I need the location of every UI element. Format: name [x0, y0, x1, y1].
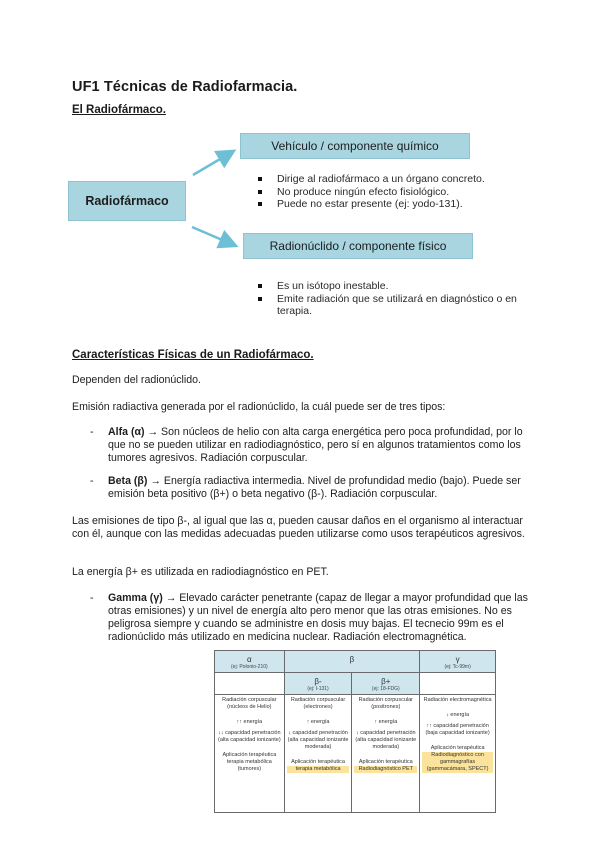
bullet-item: No produce ningún efecto fisiológico. — [255, 186, 545, 199]
header-gamma: γ (ej: Tc-99m) — [420, 651, 496, 673]
radiofarmaco-box: Radiofármaco — [68, 181, 186, 221]
energy-indicator: ↑ energía — [374, 719, 398, 725]
paragraph: Dependen del radionúclido. — [72, 374, 201, 386]
energy-indicator: ↑ energía — [306, 719, 330, 725]
bullet-item: Emite radiación que se utilizará en diagnóstico o en terapia. — [255, 293, 530, 318]
table-cell-beta-plus: Radiación corpuscular (positrones) ↑ energía ↓ capacidad penetración (alta capacidad ionizante moderada) Aplicación terapéutica Radiodiagnóstico PET — [352, 695, 420, 813]
diagram-arrows — [0, 0, 600, 320]
arrow-up-icon — [193, 152, 232, 175]
table-row — [215, 695, 496, 813]
energy-indicator: ↑↑ energía — [236, 719, 263, 725]
paragraph: La energía β+ es utilizada en radiodiagnóstico en PET. — [72, 566, 329, 578]
arrow-down-icon — [192, 227, 234, 245]
list-item-beta — [72, 475, 532, 501]
paragraph: Emisión radiactiva generada por el radionúclido, la cuál puede ser de tres tipos: — [72, 401, 446, 413]
alfa-label: Alfa (α) — [108, 426, 145, 438]
header-beta-minus: β- (ej: I-131) — [284, 673, 352, 695]
section-heading-radiofarmaco: El Radiofármaco. — [72, 104, 166, 116]
header-alpha: α (ej: Polonio-210) — [215, 651, 285, 673]
table-cell-gamma: Radiación electromagnética ↓ energía ↑↑ capacidad penetración (baja capacidad ionizante) Aplicación terapéutica Radiodiagnóstico con gammagrafías (gammacámara, SPECT) — [420, 695, 496, 813]
header-beta-plus: β+ (ej: 18-FDG) — [352, 673, 420, 695]
empty-cell — [420, 673, 496, 695]
bullet-item: Puede no estar presente (ej: yodo-131). — [255, 198, 545, 211]
radionuclido-box: Radionúclido / componente físico — [243, 233, 473, 259]
table-row — [215, 673, 496, 695]
bullet-item: Es un isótopo inestable. — [255, 280, 530, 293]
gamma-text: → Elevado carácter penetrante (capaz de llegar a mayor profundidad que las otras emisiones) y un nivel de energía alto pero menor que las otras emisiones. No es peligrosa siempre y cuando se administre en dosis muy bajas. El tecnecio 99m es el radionúclido más utilizado en medicina nuclear. Radiación electromagnética. — [108, 592, 528, 643]
energy-indicator: ↓ energía — [446, 712, 470, 718]
alfa-text: → Son núcleos de helio con alta carga energética pero poca profundidad, por lo que no se pueden utilizar en radiodiagnóstico, pero sí en algunos tratamientos como los tumores agresivos. Radiación corpuscular. — [108, 426, 523, 464]
beta-label: Beta (β) — [108, 475, 148, 487]
empty-cell — [215, 673, 285, 695]
beta-text: → Energía radiactiva intermedia. Nivel de profundidad medio (bajo). Puede ser emisión beta positivo (β+) o beta negativo (β-). Radiación corpuscular. — [108, 475, 521, 500]
table-cell-alpha: Radiación corpuscular (núcleos de Helio) ↑↑ energía ↓↓ capacidad penetración (alta capacidad ionizante) Aplicación terapéutica terapia metabólica (tumores) — [215, 695, 285, 813]
header-beta: β — [284, 651, 420, 673]
vehiculo-bullets — [255, 173, 545, 211]
paragraph: Las emisiones de tipo β-, al igual que las α, pueden causar daños en el organismo al interactuar con él, aunque con las medidas adecuadas pueden utilizarse como usos terapéuticos agresivos. — [72, 515, 525, 540]
dash-marker: - — [90, 475, 94, 487]
section-heading-caracteristicas: Características Físicas de un Radiofármaco. — [72, 349, 314, 361]
dash-marker: - — [90, 426, 94, 438]
list-item-alfa — [72, 426, 532, 465]
emission-comparison-table — [214, 650, 496, 813]
radionuclido-bullets — [255, 280, 530, 318]
document-title: UF1 Técnicas de Radiofarmacia. — [72, 79, 298, 95]
table-row — [215, 651, 496, 673]
table-cell-beta-minus: Radiación corpuscular (electrones) ↑ energía ↓ capacidad penetración (alta capacidad ionizante moderada) Aplicación terapéutica terapia metabólica — [284, 695, 352, 813]
dash-marker: - — [90, 592, 94, 604]
vehiculo-box: Vehículo / componente químico — [240, 133, 470, 159]
gamma-label: Gamma (γ) — [108, 592, 163, 604]
bullet-item: Dirige al radiofármaco a un órgano concreto. — [255, 173, 545, 186]
list-item-gamma — [72, 592, 532, 644]
